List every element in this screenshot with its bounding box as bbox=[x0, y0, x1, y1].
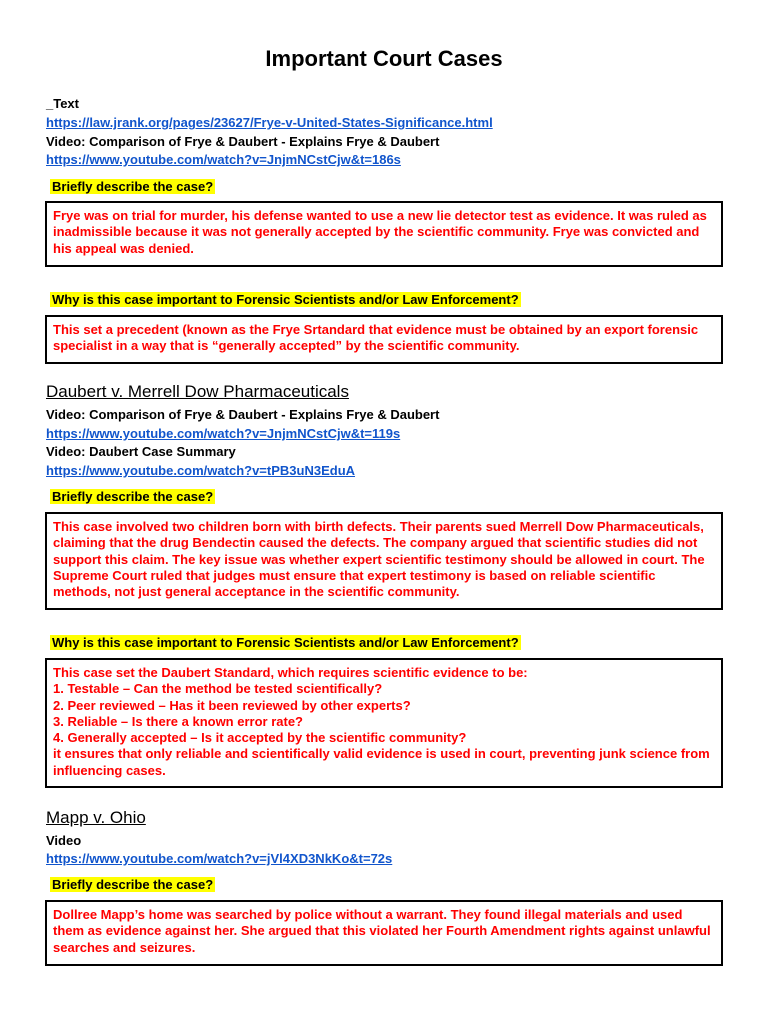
frye-importance-prompt bbox=[50, 291, 521, 308]
frye-jrank-link[interactable]: https://law.jrank.org/pages/23627/Frye-v-United-States-Significance.html bbox=[46, 115, 493, 130]
page-title: Important Court Cases bbox=[265, 46, 503, 71]
frye-describe-prompt bbox=[50, 178, 215, 195]
daubert-describe-prompt bbox=[50, 488, 215, 505]
frye-importance-prompt-text: Why is this case important to Forensic Scientists and/or Law Enforcement? bbox=[52, 292, 519, 307]
daubert-describe-prompt-text: Briefly describe the case? bbox=[52, 489, 214, 504]
daubert-video1-label: Video: Comparison of Frye & Daubert - Explains Frye & Daubert bbox=[46, 407, 440, 422]
mapp-youtube-link[interactable]: https://www.youtube.com/watch?v=jVl4XD3NkKo&t=72s bbox=[46, 851, 393, 866]
mapp-describe-prompt bbox=[50, 876, 215, 893]
daubert-importance-prompt-text: Why is this case important to Forensic Scientists and/or Law Enforcement? bbox=[52, 635, 519, 650]
daubert-youtube-link-2[interactable]: https://www.youtube.com/watch?v=tPB3uN3EduA bbox=[46, 463, 356, 478]
frye-importance-answer-box[interactable] bbox=[45, 315, 723, 364]
daubert-youtube-link-1[interactable]: https://www.youtube.com/watch?v=JnjmNCstCjw&t=119s bbox=[46, 426, 401, 441]
mapp-video-label: Video bbox=[46, 833, 82, 848]
daubert-heading: Daubert v. Merrell Dow Pharmaceuticals bbox=[46, 382, 349, 401]
frye-describe-prompt-text: Briefly describe the case? bbox=[52, 179, 214, 194]
daubert-standard-intro: This case set the Daubert Standard, which requires scientific evidence to be: bbox=[53, 665, 528, 680]
frye-describe-answer-text: Frye was on trial for murder, his defense wanted to use a new lie detector test as evidence. It was ruled as inadmissible because it was not generally accepted by the scientific community. Frye was convicted and his appeal was denied. bbox=[53, 208, 707, 256]
frye-importance-answer-text: This set a precedent (known as the Frye Srtandard that evidence must be obtained by an export forensic specialist in a way that is “generally accepted” by the scientific community. bbox=[53, 322, 699, 354]
mapp-describe-prompt-text: Briefly describe the case? bbox=[52, 877, 214, 892]
daubert-importance-answer-box[interactable] bbox=[45, 658, 723, 788]
daubert-importance-prompt bbox=[50, 634, 521, 651]
frye-video-label: Video: Comparison of Frye & Daubert - Explains Frye & Daubert bbox=[46, 134, 440, 149]
frye-describe-answer-box[interactable] bbox=[45, 201, 723, 267]
daubert-video2-label: Video: Daubert Case Summary bbox=[46, 444, 236, 459]
mapp-describe-answer-box[interactable] bbox=[45, 900, 723, 966]
mapp-heading: Mapp v. Ohio bbox=[46, 808, 146, 827]
mapp-describe-answer-text: Dollree Mapp’s home was searched by police without a warrant. They found illegal materials and used them as evidence against her. She argued that this violated her Fourth Amendment rights against unlawful searches and seizures. bbox=[53, 907, 711, 955]
daubert-describe-answer-box[interactable] bbox=[45, 512, 723, 610]
daubert-describe-answer-text: This case involved two children born with birth defects. Their parents sued Merrell Dow Pharmaceuticals, claiming that the drug Bendectin caused the defects. The company argued that scientific studies did not support this claim. The key issue was whether expert scientific testimony should be allowed in court. The Supreme Court ruled that judges must ensure that expert testimony is based on reliable scientific methods, not just general acceptance in the scientific community. bbox=[53, 519, 705, 600]
frye-youtube-link[interactable]: https://www.youtube.com/watch?v=JnjmNCstCjw&t=186s bbox=[46, 152, 401, 167]
daubert-criterion-peer-reviewed: 2. Peer reviewed – Has it been reviewed by other experts? bbox=[53, 697, 411, 713]
daubert-criterion-generally-accepted: 4. Generally accepted – Is it accepted by the scientific community? bbox=[53, 730, 467, 746]
daubert-standard-conclusion: it ensures that only reliable and scientifically valid evidence is used in court, preventing junk science from influencing cases. bbox=[53, 746, 710, 778]
daubert-criterion-testable: 1. Testable – Can the method be tested scientifically? bbox=[53, 681, 383, 697]
frye-text-label: _Text bbox=[46, 96, 79, 111]
daubert-criterion-reliable: 3. Reliable – Is there a known error rate? bbox=[53, 713, 303, 729]
